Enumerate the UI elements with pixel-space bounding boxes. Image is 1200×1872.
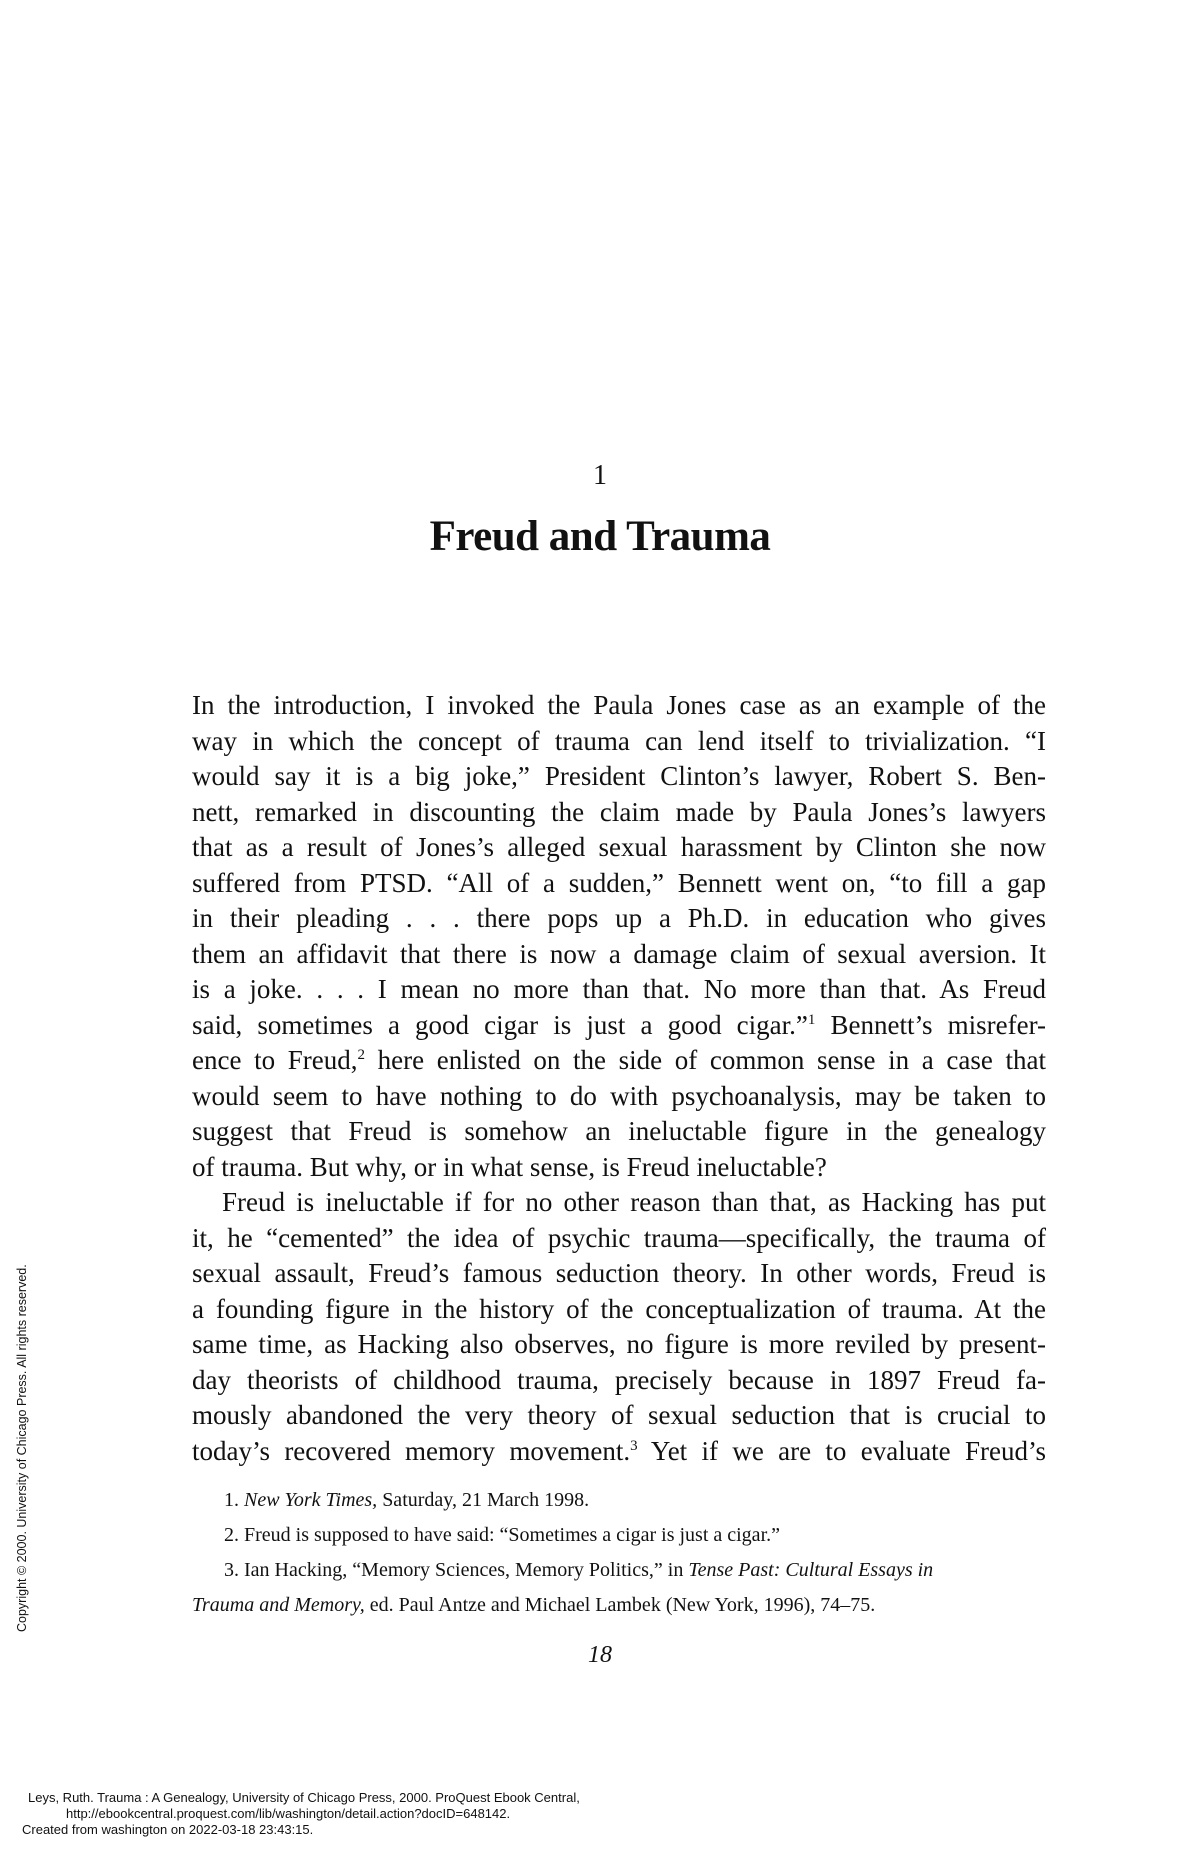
footnotes [192, 1483, 1046, 1623]
citation-line: Leys, Ruth. Trauma : A Genealogy, University of Chicago Press, 2000. ProQuest Ebook Central, [28, 1790, 580, 1805]
body-line: way in which the concept of trauma can lend itself to trivialization. “I [192, 725, 1046, 756]
body-line: mously abandoned the very theory of sexual seduction that is crucial to [192, 1400, 1046, 1430]
body-line: would say it is a big joke,” President Clinton’s lawyer, Robert S. Ben- [192, 761, 1046, 791]
page-number: 18 [588, 1642, 612, 1668]
footnote-1 [192, 1483, 1046, 1518]
citation-footer [22, 1790, 580, 1838]
footnote-text: Ian Hacking, “Memory Sciences, Memory Politics,” in [244, 1559, 684, 1581]
body-line: would seem to have nothing to do with psychoanalysis, may be taken to [192, 1080, 1046, 1111]
body-line: them an affidavit that there is now a damage claim of sexual aversion. It [192, 938, 1046, 969]
body-line: nett, remarked in discounting the claim made by Paula Jones’s lawyers [192, 796, 1046, 827]
body-line: In the introduction, I invoked the Paula Jones case as an example of the [192, 690, 1046, 720]
body-line: a founding figure in the history of the conceptualization of trauma. At the [192, 1293, 1046, 1324]
body-line-segment: here enlisted on the side of common sense in a case that [377, 1045, 1047, 1075]
footnote-text: ed. Paul Antze and Michael Lambek (New York, 1996), 74–75. [369, 1594, 876, 1616]
footnote-text: Freud is supposed to have said: “Sometimes a cigar is just a cigar.” [244, 1524, 780, 1546]
body-line [192, 1008, 1046, 1044]
footnote-title: New York Times, [244, 1489, 378, 1511]
body-line: of trauma. But why, or in what sense, is Freud ineluctable? [192, 1151, 827, 1182]
note-ref-2: 2 [357, 1047, 365, 1063]
body-line-segment: ence to Freud, [192, 1045, 358, 1075]
footnote-number: 3. [224, 1559, 239, 1581]
footnote-title: Tense Past: Cultural Essays in [688, 1559, 934, 1581]
copyright-notice: Copyright © 2000. University of Chicago Press. All rights reserved. [15, 1264, 29, 1632]
body-line: sexual assault, Freud’s famous seduction theory. In other words, Freud is [192, 1258, 1046, 1288]
note-ref-3: 3 [630, 1437, 638, 1454]
footnote-number: 1. [224, 1489, 239, 1511]
footnote-title: Trauma and Memory, [192, 1594, 365, 1616]
chapter-title: Freud and Trauma [429, 513, 771, 560]
note-ref-1: 1 [807, 1011, 816, 1028]
body-line: suggest that Freud is somehow an ineluctable figure in the genealogy [192, 1116, 1046, 1146]
body-text [192, 688, 1046, 1469]
body-line-segment: today’s recovered memory movement. [192, 1435, 631, 1466]
body-line: in their pleading . . . there pops up a Ph.D. in education who gives [192, 903, 1046, 933]
body-line [192, 1434, 1046, 1470]
citation-line: Created from washington on 2022-03-18 23:43:15. [22, 1822, 314, 1837]
body-line-segment: Yet if we are to evaluate Freud’s [650, 1435, 1046, 1466]
body-line-segment: said, sometimes a good cigar is just a good cigar.” [192, 1009, 808, 1040]
citation-link[interactable]: http://ebookcentral.proquest.com/lib/washington/detail.action?docID=648142. [66, 1806, 511, 1821]
body-line [192, 1043, 1046, 1079]
body-line: that as a result of Jones’s alleged sexual harassment by Clinton she now [192, 832, 1046, 862]
body-line-segment: Bennett’s misrefer- [830, 1009, 1047, 1040]
body-line: same time, as Hacking also observes, no figure is more reviled by present- [192, 1329, 1046, 1359]
body-line: day theorists of childhood trauma, precisely because in 1897 Freud fa- [192, 1364, 1046, 1395]
footnote-number: 2. [224, 1524, 239, 1546]
footnote-3-continued [192, 1588, 1046, 1623]
chapter-number: 1 [593, 460, 607, 491]
footnote-2 [192, 1518, 1046, 1553]
body-line: suffered from PTSD. “All of a sudden,” Bennett went on, “to fill a gap [192, 867, 1046, 898]
footnote-text: Saturday, 21 March 1998. [382, 1489, 590, 1511]
body-line: is a joke. . . . I mean no more than that. No more than that. As Freud [192, 974, 1046, 1004]
body-line: it, he “cemented” the idea of psychic trauma—specifically, the trauma of [192, 1222, 1046, 1253]
body-line: Freud is ineluctable if for no other reason than that, as Hacking has put [222, 1187, 1046, 1217]
footnote-3 [192, 1553, 1046, 1588]
